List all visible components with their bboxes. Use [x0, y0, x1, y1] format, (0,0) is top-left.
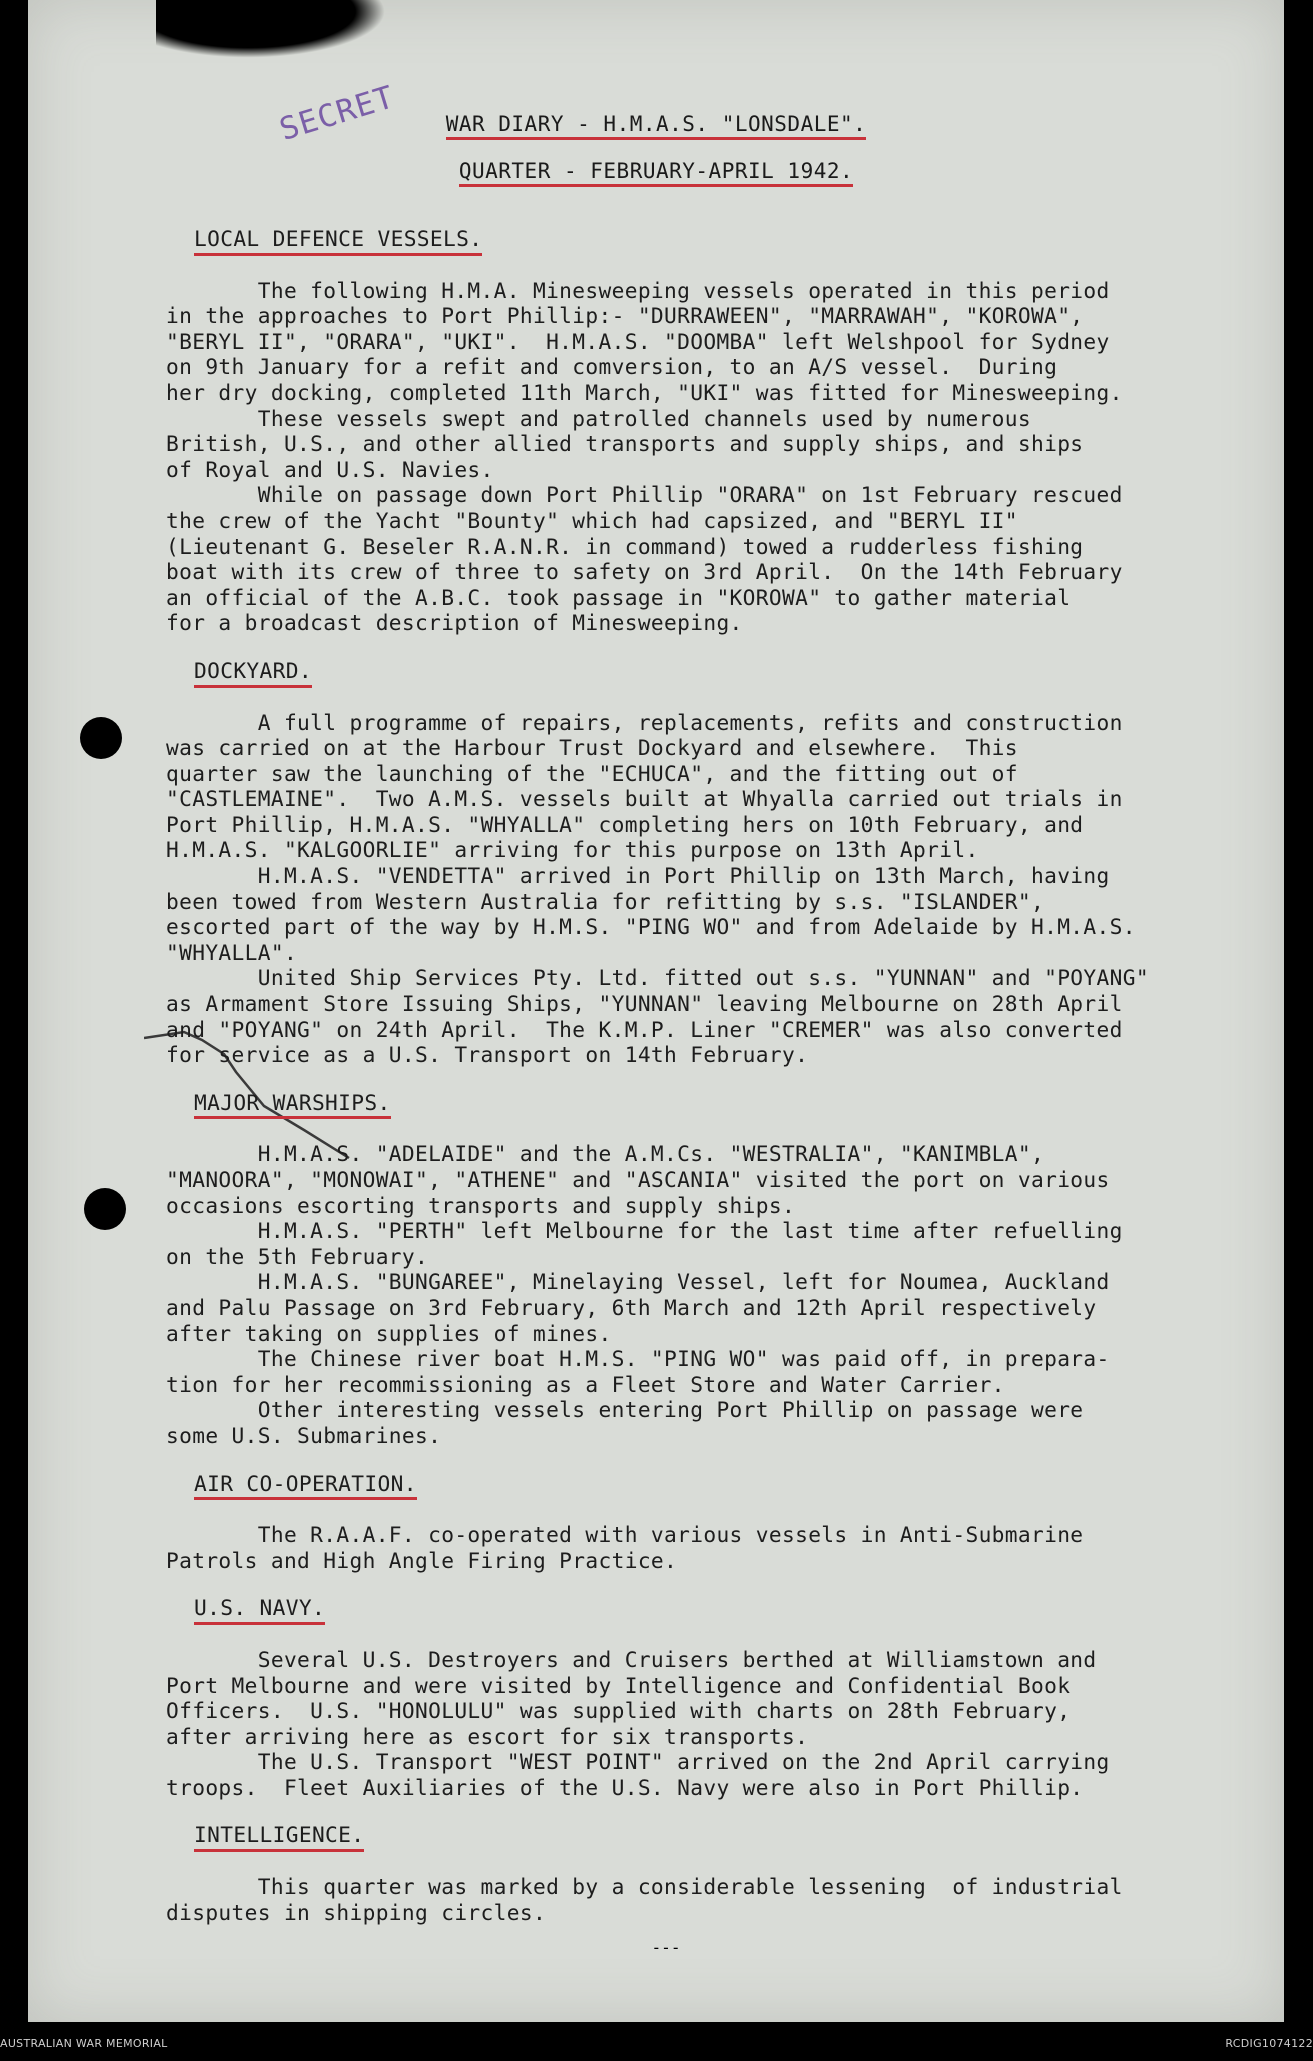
text-line: Patrols and High Angle Firing Practice. [166, 1547, 678, 1573]
text-line: boat with its crew of three to safety on 3rd April. On the 14th February [166, 559, 1123, 585]
text-line: Officers. U.S. "HONOLULU" was supplied with charts on 28th February, [166, 1698, 1071, 1724]
text-line: "MANOORA", "MONOWAI", "ATHENE" and "ASCANIA" visited the port on various [166, 1167, 1110, 1192]
text-line: an official of the A.B.C. took passage in "KOROWA" to gather material [166, 584, 1071, 610]
section [166, 1471, 1296, 1596]
footer-id: RCDIG1074122 [1225, 2037, 1313, 2050]
text-line: some U.S. Submarines. [166, 1422, 442, 1448]
text-line: Other interesting vessels entering Port Phillip on passage were [166, 1397, 1084, 1423]
text-line: tion for her recommissioning as a Fleet Store and Water Carrier. [166, 1371, 1005, 1397]
text-line: "BERYL II", "ORARA", "UKI". H.M.A.S. "DOOMBA" left Welshpool for Sydney [166, 328, 1110, 354]
text-line: The U.S. Transport "WEST POINT" arrived on the 2nd April carrying [166, 1749, 1110, 1775]
text-line: in the approaches to Port Phillip:- "DURRAWEEN", "MARRAWAH", "KOROWA", [166, 303, 1084, 329]
text-line: after taking on supplies of mines. [166, 1320, 612, 1346]
text-line: escorted part of the way by H.M.S. "PING WO" and from Adelaide by H.M.A.S. [166, 914, 1136, 940]
text-line: on 9th January for a refit and comversion, to an A/S vessel. During [166, 354, 1058, 380]
text-line: This quarter was marked by a considerable lessening of industrial [166, 1874, 1123, 1900]
text-line: been towed from Western Australia for refitting by s.s. "ISLANDER", [166, 888, 1045, 914]
punch-hole-bottom [84, 1188, 126, 1230]
footer-credit: AUSTRALIAN WAR MEMORIAL [0, 2037, 168, 2050]
document-subtitle [28, 159, 1284, 183]
end-mark: --- [651, 1938, 681, 1957]
text-line: H.M.A.S. "VENDETTA" arrived in Port Phillip on 13th March, having [166, 863, 1110, 889]
text-line: These vessels swept and patrolled channels used by numerous [166, 405, 1031, 431]
text-line: occasions escorting transports and supply ships. [166, 1192, 796, 1218]
text-line: troops. Fleet Auxiliaries of the U.S. Navy were also in Port Phillip. [166, 1774, 1084, 1800]
punch-hole-top [80, 717, 122, 759]
text-line: (Lieutenant G. Beseler R.A.N.R. in command) towed a rudderless fishing [166, 533, 1084, 559]
document-page [28, 0, 1284, 2022]
secret-stamp: SECRET [275, 79, 399, 148]
text-line: on the 5th February. [166, 1243, 429, 1269]
document-body [166, 226, 1296, 1947]
section [166, 226, 1296, 658]
section-heading: U.S. NAVY. [194, 1595, 325, 1625]
text-line: Port Phillip, H.M.A.S. "WHYALLA" completing hers on 10th February, and [166, 811, 1084, 837]
text-line: "WHYALLA". [166, 939, 298, 965]
text-line: H.M.A.S. "PERTH" left Melbourne for the last time after refuelling [166, 1218, 1123, 1244]
section-heading: MAJOR WARSHIPS. [194, 1090, 391, 1120]
burn-damage [156, 0, 386, 58]
text-line: quarter saw the launching of the "ECHUCA", and the fitting out of [166, 760, 1018, 786]
text-line: as Armament Store Issuing Ships, "YUNNAN" leaving Melbourne on 28th April [166, 991, 1123, 1017]
text-line: H.M.A.S. "KALGOORLIE" arriving for this purpose on 13th April. [166, 837, 979, 863]
text-line: and Palu Passage on 3rd February, 6th March and 12th April respectively [166, 1294, 1097, 1320]
section-heading: INTELLIGENCE. [194, 1822, 364, 1852]
text-line: The R.A.A.F. co-operated with various vessels in Anti-Submarine [166, 1522, 1084, 1548]
text-line: for service as a U.S. Transport on 14th February. [166, 1042, 809, 1068]
text-line: disputes in shipping circles. [166, 1899, 547, 1925]
section [166, 1822, 1296, 1947]
section [166, 1090, 1296, 1471]
document-title [28, 112, 1284, 136]
text-line: While on passage down Port Phillip "ORARA" on 1st February rescued [166, 482, 1123, 508]
text-line: after arriving here as escort for six transports. [166, 1723, 809, 1749]
subtitle-text: QUARTER - FEBRUARY-APRIL 1942. [459, 159, 853, 187]
text-line: British, U.S., and other allied transports and supply ships, and ships [166, 431, 1084, 457]
text-line: of Royal and U.S. Navies. [166, 456, 494, 482]
text-line: The Chinese river boat H.M.S. "PING WO" was paid off, in prepara- [166, 1346, 1110, 1372]
section [166, 658, 1296, 1090]
text-line: The following H.M.A. Minesweeping vessels operated in this period [166, 277, 1110, 303]
section-heading: DOCKYARD. [194, 658, 312, 688]
text-line: United Ship Services Pty. Ltd. fitted out s.s. "YUNNAN" and "POYANG" [166, 965, 1149, 991]
text-line: "CASTLEMAINE". Two A.M.S. vessels built at Whyalla carried out trials in [166, 786, 1123, 812]
text-line: the crew of the Yacht "Bounty" which had capsized, and "BERYL II" [166, 507, 1018, 533]
section-heading: LOCAL DEFENCE VESSELS. [194, 226, 482, 256]
section-heading: AIR CO-OPERATION. [194, 1471, 417, 1501]
text-line: Port Melbourne and were visited by Intelligence and Confidential Book [166, 1672, 1071, 1698]
text-line: A full programme of repairs, replacements, refits and construction [166, 709, 1123, 735]
text-line: was carried on at the Harbour Trust Dockyard and elsewhere. This [166, 735, 1018, 761]
text-line: her dry docking, completed 11th March, "UKI" was fitted for Minesweeping. [166, 379, 1123, 405]
title-text: WAR DIARY - H.M.A.S. "LONSDALE". [446, 112, 867, 140]
text-line: H.M.A.S. "ADELAIDE" and the A.M.Cs. "WESTRALIA", "KANIMBLA", [166, 1141, 1045, 1167]
text-line: Several U.S. Destroyers and Cruisers berthed at Williamstown and [166, 1646, 1097, 1672]
text-line: for a broadcast description of Minesweeping. [166, 610, 743, 636]
text-line: H.M.A.S. "BUNGAREE", Minelaying Vessel, left for Noumea, Auckland [166, 1269, 1110, 1295]
section [166, 1595, 1296, 1822]
text-line: and "POYANG" on 24th April. The K.M.P. Liner "CREMER" was also converted [166, 1016, 1123, 1042]
